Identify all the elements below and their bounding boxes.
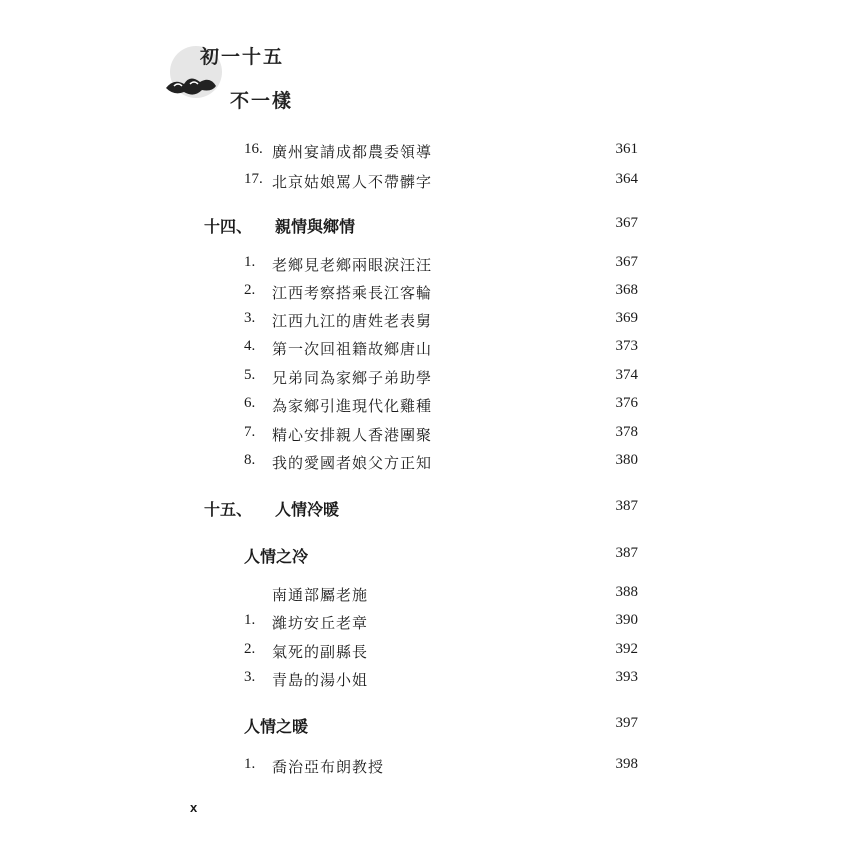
- toc-item-number: 1.: [244, 612, 256, 628]
- section-number: 十五、: [204, 500, 253, 519]
- toc-item-number: 7.: [244, 424, 256, 440]
- toc-item-number: 17.: [244, 171, 263, 187]
- toc-item-number: 2.: [244, 641, 256, 657]
- toc-item-number: 16.: [244, 141, 263, 157]
- toc-item-page: 380: [615, 452, 638, 468]
- toc-item-title: 第一次回祖籍故鄉唐山: [272, 340, 433, 358]
- toc-item-title: 濰坊安丘老章: [272, 614, 369, 632]
- toc-item-page: 367: [615, 254, 638, 270]
- toc-item-title: 我的愛國者娘父方正知: [272, 454, 433, 472]
- toc-item-title: 南通部屬老施: [272, 586, 369, 604]
- header-title-line1: 初一十五: [200, 46, 285, 68]
- toc-item-title: 兄弟同為家鄉子弟助學: [272, 369, 433, 387]
- toc-item-number: 2.: [244, 282, 256, 298]
- toc-item-number: 1.: [244, 254, 256, 270]
- toc-item-title: 為家鄉引進現代化雞種: [272, 397, 433, 415]
- toc-item-title: 喬治亞布朗教授: [272, 758, 385, 776]
- subsection-page: 397: [615, 715, 638, 731]
- toc-item-title: 廣州宴請成都農委領導: [272, 143, 433, 161]
- toc-item-page: 374: [615, 367, 638, 383]
- section-page: 387: [615, 498, 638, 514]
- toc-item-title: 江西考察搭乘長江客輪: [272, 284, 433, 302]
- toc-item-page: 368: [615, 282, 638, 298]
- toc-item-page: 378: [615, 424, 638, 440]
- toc-item-page: 388: [615, 584, 638, 600]
- toc-item-title: 精心安排親人香港團聚: [272, 426, 433, 444]
- toc-item-number: 3.: [244, 310, 256, 326]
- toc-item-title: 江西九江的唐姓老表舅: [272, 312, 433, 330]
- header-title-line2: 不一樣: [230, 90, 294, 112]
- section-title: 人情冷暖: [275, 500, 340, 519]
- toc-item-title: 氣死的副縣長: [272, 643, 369, 661]
- toc-item-number: 1.: [244, 756, 256, 772]
- toc-item-page: 393: [615, 669, 638, 685]
- subsection-title: 人情之暖: [244, 717, 309, 736]
- toc-item-page: 373: [615, 338, 638, 354]
- subsection-title: 人情之冷: [244, 547, 309, 566]
- toc-item-page: 392: [615, 641, 638, 657]
- section-title: 親情與鄉情: [275, 217, 356, 236]
- page-number: x: [190, 800, 198, 815]
- toc-item-page: 390: [615, 612, 638, 628]
- toc-item-page: 376: [615, 395, 638, 411]
- toc-item-number: 6.: [244, 395, 256, 411]
- toc-item-title: 北京姑娘罵人不帶髒字: [272, 173, 433, 191]
- toc-item-number: 4.: [244, 338, 256, 354]
- toc-item-page: 364: [615, 171, 638, 187]
- section-page: 367: [615, 215, 638, 231]
- toc-item-page: 398: [615, 756, 638, 772]
- toc-item-title: 老鄉見老鄉兩眼淚汪汪: [272, 256, 433, 274]
- section-number: 十四、: [204, 217, 253, 236]
- toc-item-page: 361: [615, 141, 638, 157]
- toc-item-title: 青島的湯小姐: [272, 671, 369, 689]
- toc-item-number: 5.: [244, 367, 256, 383]
- toc-item-number: 8.: [244, 452, 256, 468]
- toc-item-number: 3.: [244, 669, 256, 685]
- toc-item-page: 369: [615, 310, 638, 326]
- subsection-page: 387: [615, 545, 638, 561]
